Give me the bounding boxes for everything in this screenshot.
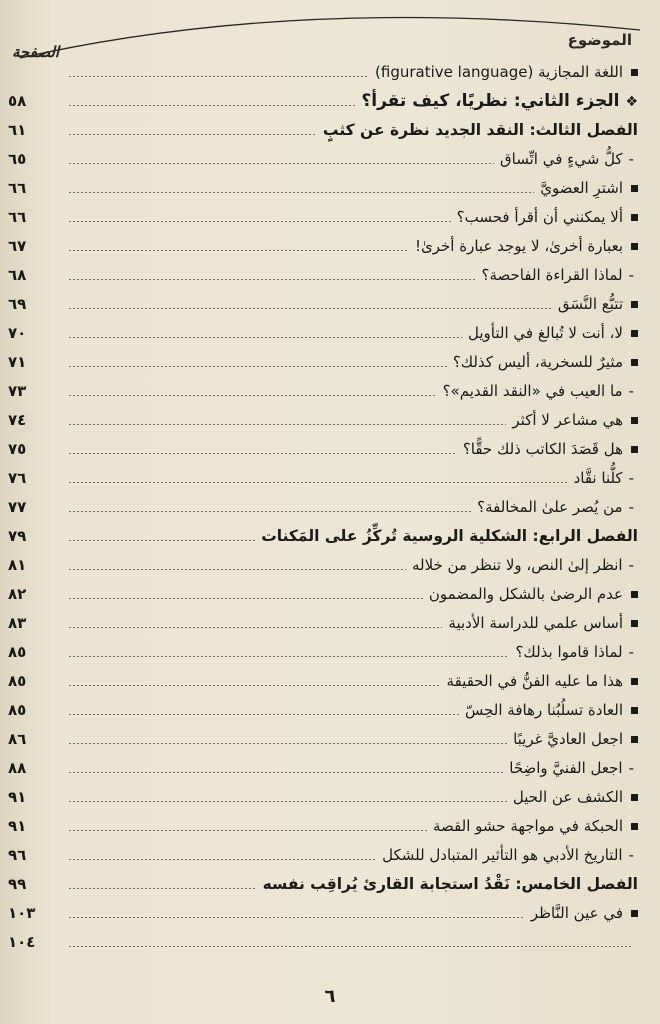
toc-entry-title (463, 440, 638, 458)
dot-leader (68, 308, 552, 309)
toc-entry (8, 203, 638, 231)
toc-entry (8, 406, 638, 434)
toc-page-number: ٧٦ (8, 469, 27, 487)
toc-page-number: ٧١ (8, 353, 27, 371)
toc-entry-text: الفصل الخامس: نَقْدُ استجابة القارئ يُراقِب نفسه (262, 875, 638, 893)
toc-page-number: ٧٤ (8, 411, 27, 429)
toc-entry-text: ما العيب في «النقد القديم»؟ (442, 382, 623, 400)
toc-entry (8, 377, 638, 405)
toc-part-heading (8, 87, 638, 115)
dot-leader (68, 714, 459, 715)
toc-entry-text: اشترِ العضويَّ (540, 179, 623, 197)
toc-entry-title (447, 672, 638, 690)
toc-entry-title (453, 353, 638, 371)
toc-page-number: ٩١ (8, 817, 27, 835)
toc-page-number: ٧٣ (8, 382, 27, 400)
toc-entry-text: اجعل الفنيَّ واضِحًا (509, 759, 623, 777)
toc-page-number: ٦٧ (8, 237, 27, 255)
toc-entry-title (415, 237, 638, 255)
toc-entry (8, 928, 638, 956)
toc-entry-title (513, 730, 638, 748)
toc-entry (8, 696, 638, 724)
square-bullet-icon (631, 359, 638, 366)
toc-entry-title (574, 469, 634, 487)
toc-page-number: ٧٩ (8, 527, 27, 545)
toc-entry-title (465, 701, 638, 719)
toc-chapter-heading (8, 522, 638, 550)
dot-leader (68, 685, 441, 686)
toc-page-number: ١٠٤ (8, 933, 36, 951)
toc-entry-title (429, 585, 638, 603)
dot-leader (68, 482, 568, 483)
toc-entry (8, 174, 638, 202)
toc-entry-text: العادة تسلُبُنا رهافة الحِسّ (464, 701, 623, 719)
dot-leader (68, 801, 507, 802)
toc-page-number: ٩٦ (8, 846, 27, 864)
dot-leader (68, 453, 457, 454)
toc-entry-text: عدم الرضىٰ بالشكل والمضمون (428, 585, 623, 603)
toc-entry (8, 261, 638, 289)
dot-leader (68, 569, 406, 570)
dot-leader (68, 163, 494, 164)
toc-entry-text: لماذا قاموا بذلك؟ (515, 643, 623, 661)
toc-entry-text: مثيرٌ للسخرية، أليس كذلك؟ (452, 353, 623, 371)
toc-page-number: ١٠٣ (8, 904, 36, 922)
dash-marker: - (628, 643, 634, 661)
toc-page-number: ٦٦ (8, 179, 27, 197)
dash-marker: - (628, 150, 634, 168)
toc-page-number: ٦٦ (8, 208, 27, 226)
toc-entry-text: لماذا القراءة الفاحصة؟ (481, 266, 623, 284)
square-bullet-icon (631, 707, 638, 714)
toc-entry-text: كلُّ شيءٍ في اتِّساق (500, 150, 623, 168)
toc-entry-title (261, 527, 638, 545)
toc-entry (8, 754, 638, 782)
toc-entry-title (361, 91, 638, 111)
toc-entry-text: هذا ما عليه الفنُّ في الحقيقة (446, 672, 623, 690)
toc-entry (8, 580, 638, 608)
dot-leader (68, 627, 442, 628)
dot-leader (68, 192, 534, 193)
toc-page-number: ٥٨ (8, 92, 27, 110)
toc-entry-text: التاريخ الأدبي هو التأثير المتبادل للشكل (382, 846, 623, 864)
toc-entry-text: الفصل الثالث: النقد الجديد نظرة عن كثبٍ (322, 121, 638, 139)
square-bullet-icon (631, 417, 638, 424)
dot-leader (68, 424, 506, 425)
toc-page-number: ٨١ (8, 556, 27, 574)
toc-page-number: ٧٠ (8, 324, 27, 342)
toc-page-number: ٨٥ (8, 643, 27, 661)
dot-leader (68, 76, 369, 77)
topic-column-header: الموضوع (567, 31, 632, 49)
toc-entry (8, 232, 638, 260)
dot-leader (68, 366, 447, 367)
toc-entry-title (558, 295, 638, 313)
toc-entry-text: هي مشاعر لا أكثر (512, 411, 623, 429)
page-column-header: الصفحة (12, 43, 60, 61)
square-bullet-icon (631, 736, 638, 743)
square-bullet-icon (631, 620, 638, 627)
square-bullet-icon (631, 446, 638, 453)
toc-entry (8, 638, 638, 666)
toc-entry-title (540, 179, 638, 197)
toc-entry (8, 464, 638, 492)
dash-marker: - (628, 469, 634, 487)
dash-marker: - (628, 759, 634, 777)
toc-page-number: ٧٧ (8, 498, 27, 516)
toc-entry-text: اجعل العاديَّ غريبًا (513, 730, 623, 748)
toc-entry-title (382, 846, 634, 864)
toc-entry (8, 841, 638, 869)
toc-entry-text: هل قَصَدَ الكاتب ذلك حقًّا؟ (462, 440, 623, 458)
toc-entry-text: في عين النَّاظر (530, 904, 623, 922)
dash-marker: - (628, 498, 634, 516)
toc-entry-title (433, 817, 638, 835)
dot-leader (68, 656, 509, 657)
square-bullet-icon (631, 185, 638, 192)
toc-entry-text: اللغة المجازية (figurative language) (375, 63, 623, 81)
dot-leader (68, 859, 376, 860)
header-rule (0, 0, 660, 60)
toc-entry (8, 609, 638, 637)
dot-leader (68, 511, 471, 512)
toc-page-number: ٨٨ (8, 759, 27, 777)
dot-leader (68, 917, 525, 918)
square-bullet-icon (631, 214, 638, 221)
toc-entry-text: الكشف عن الحيل (512, 788, 623, 806)
dot-leader (68, 598, 423, 599)
toc-entry-title (509, 759, 634, 777)
dot-leader (68, 221, 451, 222)
toc-entry-text: الحبكة في مواجهة حشو القصة (433, 817, 623, 835)
dot-leader (68, 743, 507, 744)
toc-entry-title (443, 382, 634, 400)
dot-leader (68, 395, 437, 396)
toc-entry-text: من يُصر علىٰ المخالفة؟ (477, 498, 623, 516)
square-bullet-icon (631, 301, 638, 308)
toc-entry (8, 348, 638, 376)
toc-entry (8, 145, 638, 173)
toc-entry (8, 551, 638, 579)
toc-entry-text: لا، أنت لا تُبالغ في التأويل (468, 324, 623, 342)
toc-entry (8, 290, 638, 318)
dash-marker: - (628, 556, 634, 574)
toc-entry-title (375, 63, 638, 81)
dash-marker: - (628, 382, 634, 400)
toc-entry-text: بعبارة أخرىٰ، لا يوجد عبارة أخرىٰ! (415, 237, 623, 255)
square-bullet-icon (631, 823, 638, 830)
toc-entry-title (482, 266, 634, 284)
dot-leader (68, 888, 257, 889)
toc-page-number: ٦١ (8, 121, 27, 139)
toc-entry-title (513, 788, 638, 806)
toc-page-number: ٨٦ (8, 730, 27, 748)
toc-entry-title (515, 643, 634, 661)
toc-page-number: ٩١ (8, 788, 27, 806)
toc-chapter-heading (8, 116, 638, 144)
toc-entry-text: الجزء الثاني: نظريًا، كيف تقرأ؟ (361, 91, 620, 111)
toc-entry-title (457, 208, 638, 226)
toc-entry-text: أساس علمي للدراسة الأدبية (448, 614, 623, 632)
toc-entry-text: تتبُّع النَّسَق (557, 295, 623, 313)
dash-marker: - (628, 846, 634, 864)
dot-leader (68, 337, 462, 338)
square-bullet-icon (631, 69, 638, 76)
dot-leader (68, 105, 355, 106)
toc-page-number: ٦٨ (8, 266, 27, 284)
toc-entry-text: انظر إلىٰ النص، ولا تنظر من خلاله (411, 556, 623, 574)
page-number: ٦ (324, 986, 336, 1007)
dot-leader (68, 279, 476, 280)
toc-entry-title (412, 556, 634, 574)
toc-entry (8, 899, 638, 927)
toc-page-number: ٨٣ (8, 614, 27, 632)
square-bullet-icon (631, 591, 638, 598)
toc-page-number: ٨٢ (8, 585, 27, 603)
dot-leader (68, 772, 503, 773)
square-bullet-icon (631, 243, 638, 250)
toc-entry (8, 667, 638, 695)
toc-entry-title (477, 498, 634, 516)
square-bullet-icon (631, 794, 638, 801)
square-bullet-icon (631, 910, 638, 917)
toc-entry-title (323, 121, 638, 139)
square-bullet-icon (631, 678, 638, 685)
toc-entry-text: ألا يمكنني أن أقرأ فحسب؟ (456, 208, 623, 226)
dot-leader (68, 946, 632, 947)
toc-entry-text: الفصل الرابع: الشكلية الروسية تُركِّزُ على المَكنات (261, 527, 638, 545)
dash-marker: - (628, 266, 634, 284)
toc-entry-title (500, 150, 634, 168)
dot-leader (68, 540, 255, 541)
toc-entry-title (263, 875, 638, 893)
toc-entry-title (448, 614, 638, 632)
toc-entry-title (512, 411, 638, 429)
toc-entry (8, 435, 638, 463)
square-bullet-icon (631, 330, 638, 337)
toc-page-number: ٧٥ (8, 440, 27, 458)
toc-page-number: ٩٩ (8, 875, 27, 893)
toc-entry-text: كلُّنا نقَّاد (573, 469, 623, 487)
toc-entry (8, 783, 638, 811)
diamond-ornament-icon: ❖ (625, 94, 638, 110)
toc-entry (8, 812, 638, 840)
dot-leader (68, 250, 409, 251)
dot-leader (68, 830, 427, 831)
toc-page-number: ٨٥ (8, 701, 27, 719)
toc-entry (8, 493, 638, 521)
dot-leader (68, 134, 317, 135)
toc-page-number: ٦٥ (8, 150, 27, 168)
toc-page-number: ٨٥ (8, 672, 27, 690)
toc-entry (8, 725, 638, 753)
toc-entry (8, 319, 638, 347)
toc-chapter-heading (8, 870, 638, 898)
toc-page-number: ٦٩ (8, 295, 27, 313)
toc-entry (8, 58, 638, 86)
toc-entry-title (531, 904, 638, 922)
toc-entry-title (468, 324, 638, 342)
